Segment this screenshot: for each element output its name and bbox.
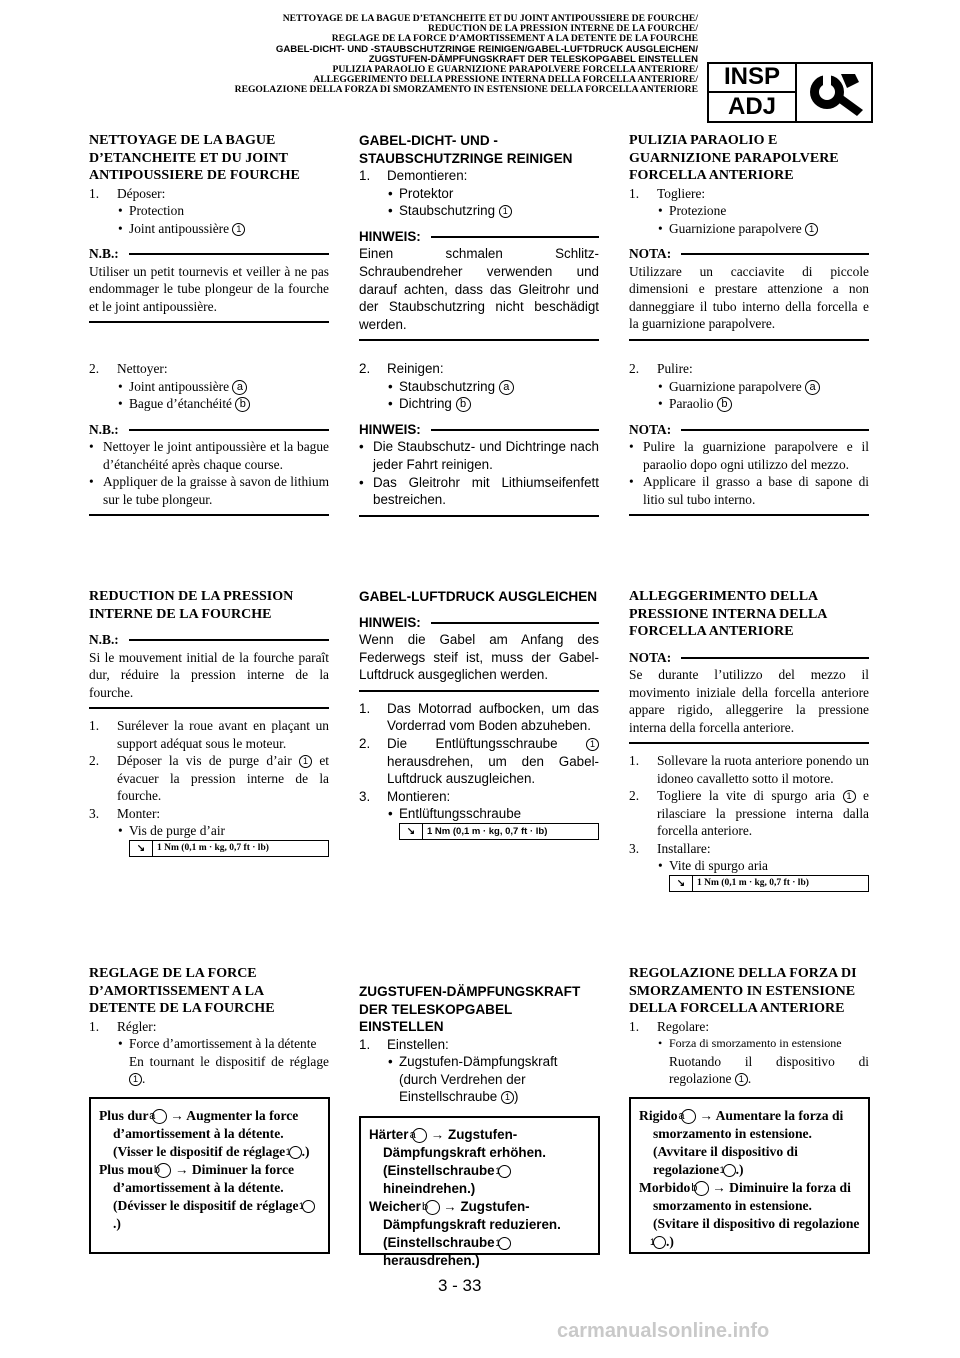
step: 2. Togliere la vite di spurgo aria 1 e rilasciare la pressione interna dalla forcella anteriore. — [629, 788, 869, 838]
note-label: N.B.: — [89, 246, 119, 261]
torque-spec: ↘ 1 Nm (0,1 m · kg, 0,7 ft · lb) — [669, 875, 869, 892]
note-item: • Applicare il grasso a base di sapone di litio sul tubo interno. — [629, 473, 869, 508]
wrench-icon: ↘ — [400, 824, 423, 839]
section-tag — [709, 64, 797, 121]
box-line: Weicher b → Zugstufen-Dämpfungskraft reduzieren. (Einstellschraube 1 herausdrehen.) — [369, 1199, 561, 1268]
bullet-item: • Vite di spurgo aria — [629, 857, 869, 875]
box-line: Morbido b → Diminuire la forza di smorzamento in estensione. (Svitare il dispositivo di regolazione1 .) — [639, 1180, 860, 1249]
bullet-item: • Joint antipoussière a — [89, 378, 329, 396]
step: 1. Einstellen: — [359, 1036, 449, 1052]
wrench-icon — [797, 64, 871, 121]
step: 1. Surélever la roue avant en plaçant un support adéquat sous le moteur. — [89, 718, 329, 751]
section-title: GABEL-LUFTDRUCK AUSGLEICHEN — [359, 589, 598, 604]
step: 1. Sollevare la ruota anteriore ponendo un idoneo cavalletto sotto il motore. — [629, 753, 869, 786]
bullet-item: • Force d’amortissement à la détente — [89, 1035, 329, 1053]
bullet-detail: En tournant le dispositif de réglage 1 . — [129, 1053, 329, 1086]
note-label: N.B.: — [89, 632, 119, 647]
bullet-item: • Joint antipoussière 1 — [89, 220, 329, 238]
italian-block-2 — [629, 360, 869, 516]
bullet-item: • Protektor — [359, 185, 599, 203]
bullet-item: • Zugstufen-Dämpfungskraft (durch Verdrehen der Einstellschraube 1 ) — [359, 1053, 599, 1106]
callout-1: 1 — [299, 755, 312, 768]
bullet-detail: Ruotando il dispositivo di regolazione 1 . — [669, 1053, 869, 1086]
note: HINWEIS: Wenn die Gabel am Anfang des Federwegs steif ist, muss der Gabel-Luftdruck ausgeglichen werden. — [359, 614, 599, 692]
bullet-item: • Paraolio b — [629, 395, 869, 413]
note-label: N.B.: — [89, 421, 119, 437]
callout-1: 1 — [129, 1073, 142, 1086]
french-block-1 — [89, 132, 329, 323]
callout-1: 1 — [232, 223, 245, 236]
step: 2. Die Entlüftungsschraube 1 herausdrehen, um den Gabel-Luftdruck auszugleichen. — [359, 736, 599, 787]
step: 1. Das Motorrad aufbocken, um das Vorderrad vom Boden abzuheben. — [359, 700, 599, 734]
bullet-item: • Staubschutzring 1 — [359, 202, 599, 220]
note-item: • Pulire la guarnizione parapolvere e il paraolio dopo ogni utilizzo del mezzo. — [629, 438, 869, 473]
note-text: Utiliser un petit tournevis et veiller à ne pas endommager le tube plongeur de la fourche et le joint antipoussière. — [89, 263, 329, 324]
bullet-item: • Guarnizione parapolvere 1 — [629, 220, 869, 238]
bullet-item: • Protection — [89, 202, 329, 220]
german-block-1 — [359, 132, 599, 341]
step: 2. Reinigen: — [359, 361, 444, 376]
german-block-4 — [359, 983, 599, 1106]
header-line: REGOLAZIONE DELLA FORZA DI SMORZAMENTO IN ESTENSIONE DELLA FORCELLA ANTERIORE — [234, 84, 698, 96]
header-line: ALLEGGERIMENTO DELLA PRESSIONE INTERNA DELLA FORCELLA ANTERIORE/ — [313, 74, 698, 86]
wrench-icon: ↘ — [130, 841, 153, 856]
header-line: REDUCTION DE LA PRESSION INTERNE DE LA FOURCHE/ — [427, 23, 698, 35]
note: NOTA: • Pulire la guarnizione parapolvere e il paraolio dopo ogni utilizzo del mezzo. • Applicare il grasso a base di sapone di litio sul tubo interno. — [629, 421, 869, 517]
note: HINWEIS: • Die Staubschutz- und Dichtringe nach jeder Fahrt reinigen. • Das Gleitrohr mit Lithiumseifenfett bestreichen. — [359, 421, 599, 517]
bullet-item: • Bague d’étanchéité b — [89, 395, 329, 413]
watermark: carmanualsonline.info — [557, 1320, 770, 1342]
note-list — [89, 438, 329, 516]
note — [89, 631, 329, 709]
page-number: 3 - 33 — [438, 1276, 482, 1295]
step: 2. Pulire: — [629, 361, 693, 376]
section-title: REDUCTION DE LA PRESSION INTERNE DE LA FOURCHE — [89, 589, 294, 622]
note-item: • Das Gleitrohr mit Lithiumseifenfett bestreichen. — [359, 474, 599, 509]
adjustment-box — [359, 1116, 600, 1268]
adjustment-box — [89, 1097, 330, 1254]
german-block-2 — [359, 360, 599, 517]
bullet-item: • Staubschutzring a — [359, 378, 599, 396]
italian-block-3 — [629, 588, 869, 892]
french-block-2 — [89, 360, 329, 516]
note: NOTA: Se durante l’utilizzo del mezzo il movimento iniziale della forcella anteriore appare rigido, alleggerire la pressione interna della forcella anteriore. — [629, 649, 869, 745]
section-title: GABEL-DICHT- UND -STAUBSCHUTZRINGE REINIGEN — [359, 133, 573, 166]
step: 3. Installare: — [629, 840, 711, 856]
step: 2. Déposer la vis de purge d’air 1 et évacuer la pression interne de la fourche. — [89, 753, 329, 803]
german-block-3 — [359, 588, 599, 840]
section-title: REGLAGE DE LA FORCE D’AMORTISSEMENT A LA DETENTE DE LA FOURCHE — [89, 966, 275, 1016]
section-title: ZUGSTUFEN-DÄMPFUNGSKRAFT DER TELESKOPGABEL EINSTELLEN — [359, 984, 581, 1034]
box-line: Plus dur a → Augmenter la force d’amortissement à la détente. (Visser le dispositif de réglage 1 .) — [99, 1108, 310, 1159]
section-title: ALLEGGERIMENTO DELLA PRESSIONE INTERNA DELLA FORCELLA ANTERIORE — [629, 589, 827, 639]
header-line: PULIZIA PARAOLIO E GUARNIZIONE PARAPOLVERE FORCELLA ANTERIORE/ — [332, 64, 698, 76]
note-text: Si le mouvement initial de la fourche paraît dur, réduire la pression interne de la fourche. — [89, 649, 329, 710]
header-line: REGLAGE DE LA FORCE D’AMORTISSEMENT A LA DETENTE DE LA FOURCHE — [331, 33, 698, 45]
section-tag-insp: INSP — [709, 64, 795, 93]
running-header — [100, 14, 698, 96]
note — [89, 245, 329, 323]
section-badge — [707, 62, 873, 123]
header-line: ZUGSTUFEN-DÄMPFUNGSKRAFT DER TELESKOPGABEL EINSTELLEN — [368, 53, 698, 65]
step: 3. Montieren: — [359, 788, 451, 804]
italian-block-1 — [629, 132, 869, 341]
bullet-item: • Protezione — [629, 202, 869, 220]
note: NOTA: Utilizzare un cacciavite di piccole dimensioni e prestare attenzione a non danneggiare il tubo interno della forcella e la guarnizione parapolvere. — [629, 245, 869, 341]
step: 1. Régler: — [89, 1018, 157, 1034]
torque-spec: ↘ 1 Nm (0,1 m · kg, 0,7 ft · lb) — [399, 823, 599, 840]
box-line: Rigido a → Aumentare la forza di smorzamento in estensione. (Avvitare il dispositivo di regolazione 1 .) — [639, 1108, 844, 1177]
section-title: NETTOYAGE DE LA BAGUE D’ETANCHEITE ET DU JOINT ANTIPOUSSIERE DE FOURCHE — [89, 133, 300, 183]
step: 3. Monter: — [89, 805, 161, 821]
bullet-item: • Entlüftungsschraube — [359, 805, 599, 823]
header-line: NETTOYAGE DE LA BAGUE D’ETANCHEITE ET DU JOINT ANTIPOUSSIERE DE FOURCHE/ — [282, 13, 698, 24]
italian-block-4 — [629, 965, 869, 1088]
section-title: REGOLAZIONE DELLA FORZA DI SMORZAMENTO IN ESTENSIONE DELLA FORCELLA ANTERIORE — [629, 966, 857, 1016]
bullet-item: • Vis de purge d’air — [89, 822, 329, 840]
callout-b: b — [235, 397, 250, 412]
french-block-3 — [89, 588, 329, 857]
french-block-4 — [89, 965, 329, 1088]
step: 2. Nettoyer: — [89, 361, 168, 376]
section-tag-adj: ADJ — [727, 93, 776, 120]
section-title: PULIZIA PARAOLIO E GUARNIZIONE PARAPOLVERE FORCELLA ANTERIORE — [629, 133, 839, 183]
step: 1. Demontieren: — [359, 168, 468, 183]
step: 1. Regolare: — [629, 1018, 710, 1034]
callout-a: a — [232, 380, 247, 395]
bullet-item: • Forza di smorzamento in estensione — [629, 1035, 869, 1053]
note — [89, 421, 329, 517]
header-line: GABEL-DICHT- UND -STAUBSCHUTZRINGE REINIGEN/GABEL-LUFTDRUCK AUSGLEICHEN/ — [275, 43, 698, 55]
torque-spec: ↘ 1 Nm (0,1 m · kg, 0,7 ft · lb) — [129, 840, 329, 857]
wrench-icon: ↘ — [670, 876, 693, 891]
box-line: Härter a → Zugstufen-Dämpfungskraft erhöhen. (Einstellschraube 1 hineindrehen.) — [369, 1127, 546, 1196]
bullet-item: • Guarnizione parapolvere a — [629, 378, 869, 396]
note-item: • Die Staubschutz- und Dichtringe nach jeder Fahrt reinigen. — [359, 438, 599, 473]
note-item: • Nettoyer le joint antipoussière et la bague d’étanchéité après chaque course. — [89, 438, 329, 473]
bullet-item: • Dichtring b — [359, 395, 599, 413]
step: 1. Déposer: — [89, 185, 166, 201]
adjustment-box — [629, 1097, 870, 1254]
step: 1. Togliere: — [629, 185, 706, 201]
box-line: Plus mou b → Diminuer la force d’amortissement à la détente. (Dévisser le dispositif de réglage 1.) — [99, 1161, 320, 1233]
note: HINWEIS: Einen schmalen Schlitz-Schraubendreher verwenden und darauf achten, dass das Gleitrohr und der Staubschutzring nicht beschädigt werden. — [359, 228, 599, 342]
note-item: • Appliquer de la graisse à savon de lithium sur le tube plongeur. — [89, 473, 329, 508]
